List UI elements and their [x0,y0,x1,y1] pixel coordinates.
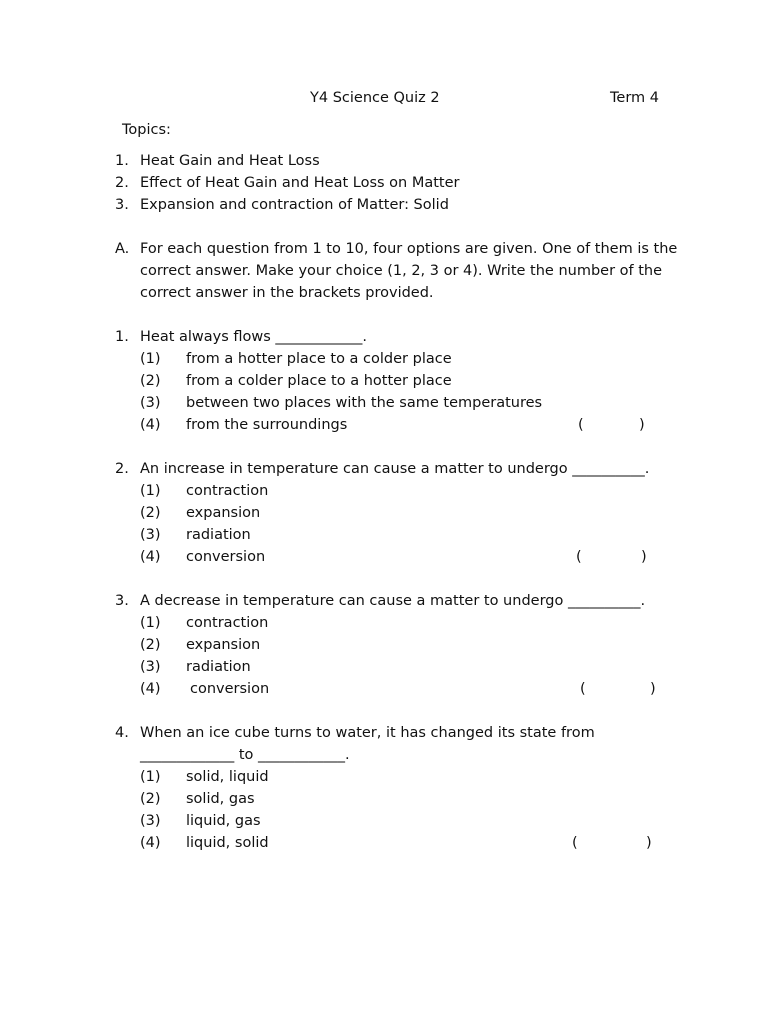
option-number: (4) [140,417,161,433]
answer-bracket-open[interactable]: ( [572,835,578,851]
instruction-line: For each question from 1 to 10, four options are given. One of them is the [140,241,678,257]
question-number: 4. [115,725,129,741]
option-number: (4) [140,681,161,697]
option-text: contraction [186,483,269,499]
question-text: When an ice cube turns to water, it has changed its state from [140,725,595,741]
option-number: (1) [140,483,161,499]
option-text: radiation [186,659,251,675]
instruction-line: correct answer in the brackets provided. [140,285,434,301]
answer-bracket-open[interactable]: ( [580,681,586,697]
topic-text: Heat Gain and Heat Loss [140,153,320,169]
option-number: (2) [140,505,161,521]
topic-text: Expansion and contraction of Matter: Solid [140,197,449,213]
option-text: radiation [186,527,251,543]
question-text: A decrease in temperature can cause a matter to undergo __________. [140,593,646,609]
option-number: (2) [140,637,161,653]
instruction-line: correct answer. Make your choice (1, 2, 3 or 4). Write the number of the [140,263,663,279]
option-number: (2) [140,373,161,389]
option-number: (1) [140,769,161,785]
question-text: An increase in temperature can cause a matter to undergo __________. [140,461,650,477]
option-number: (4) [140,549,161,565]
option-number: (3) [140,527,161,543]
question-number: 1. [115,329,129,345]
question-text: _____________ to ____________. [140,747,350,763]
option-text: solid, gas [186,791,255,807]
option-text: from a colder place to a hotter place [186,373,452,389]
option-text: expansion [186,505,261,521]
option-number: (3) [140,813,161,829]
topic-number: 1. [115,153,129,169]
option-number: (4) [140,835,161,851]
topic-text: Effect of Heat Gain and Heat Loss on Matter [140,175,460,191]
option-number: (1) [140,615,161,631]
topic-number: 3. [115,197,129,213]
option-number: (2) [140,791,161,807]
option-text: liquid, gas [186,813,261,829]
question-text: Heat always flows ____________. [140,329,368,345]
option-text: solid, liquid [186,769,269,785]
answer-bracket-open[interactable]: ( [576,549,582,565]
option-text: between two places with the same temperatures [186,395,543,411]
quiz-title: Y4 Science Quiz 2 [310,90,440,106]
option-number: (1) [140,351,161,367]
option-text: from the surroundings [186,417,348,433]
question-number: 2. [115,461,129,477]
option-text: conversion [190,681,270,697]
answer-bracket-close[interactable]: ) [641,549,647,565]
topic-number: 2. [115,175,129,191]
answer-bracket-close[interactable]: ) [650,681,656,697]
term-label: Term 4 [610,90,659,106]
option-text: contraction [186,615,269,631]
option-number: (3) [140,395,161,411]
option-text: expansion [186,637,261,653]
option-text: from a hotter place to a colder place [186,351,452,367]
option-text: liquid, solid [186,835,269,851]
section-label: A. [115,241,130,257]
option-number: (3) [140,659,161,675]
question-number: 3. [115,593,129,609]
answer-bracket-open[interactable]: ( [578,417,584,433]
option-text: conversion [186,549,266,565]
answer-bracket-close[interactable]: ) [646,835,652,851]
topics-heading: Topics: [122,122,171,138]
answer-bracket-close[interactable]: ) [639,417,645,433]
